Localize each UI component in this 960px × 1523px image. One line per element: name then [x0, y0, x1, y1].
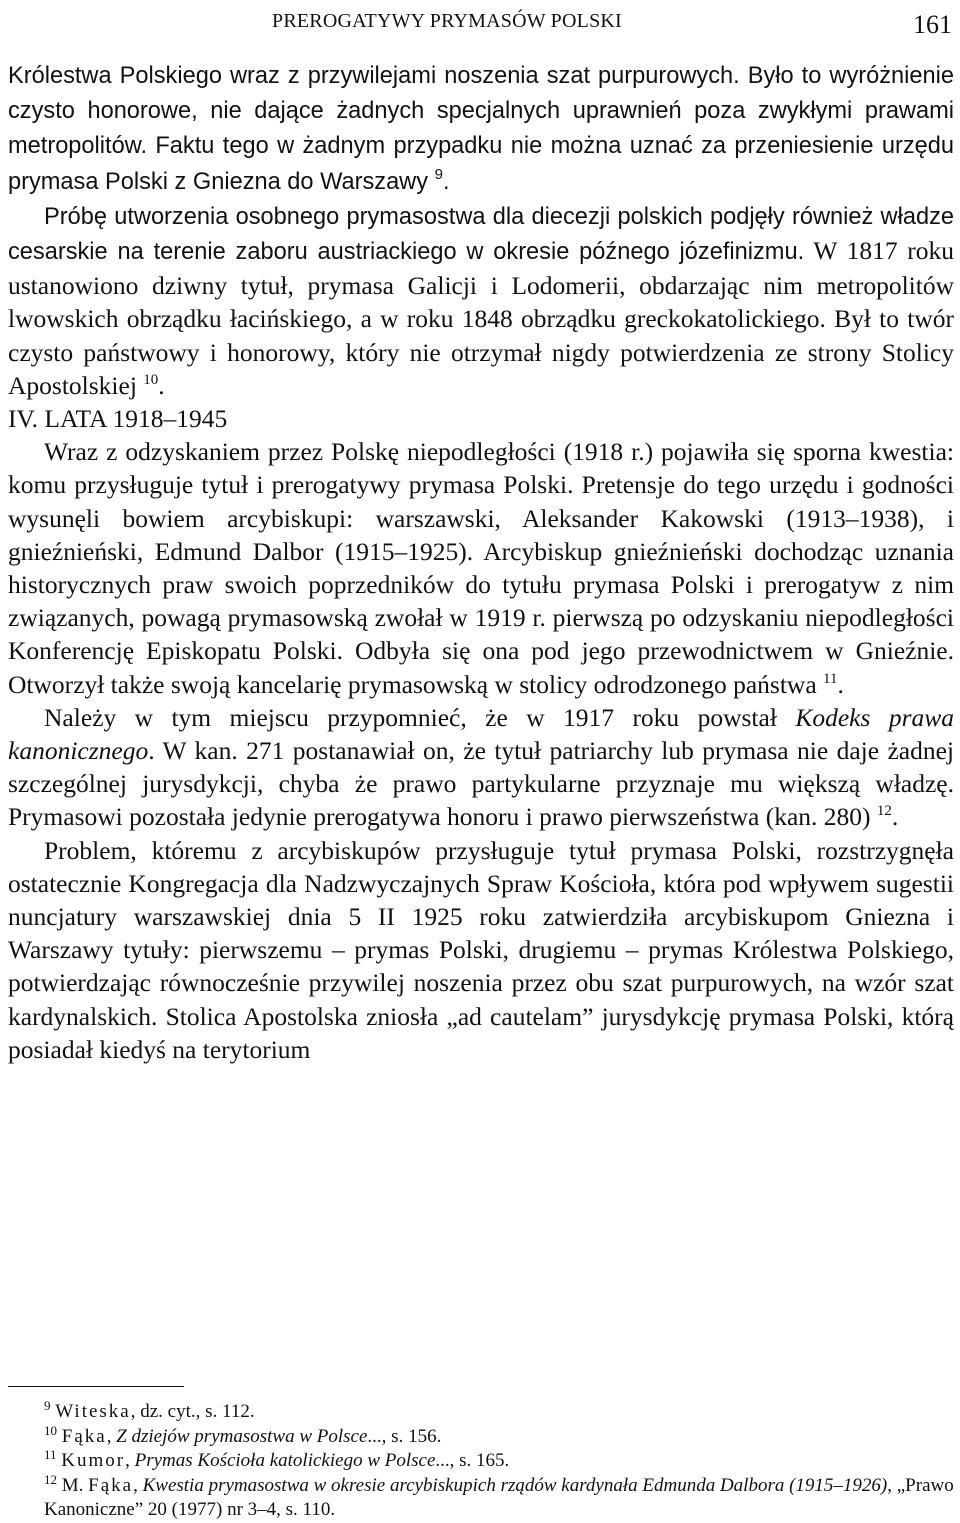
paragraph-1-text: Królestwa Polskiego wraz z przywilejami noszenia szat purpurowych. Było to wyróżnienie czysto honorowe, nie dające żadnych specjalnych uprawnień poza zwykłymi prawami metropolitów. Faktu tego w żadnym przypadku nie można uznać za przeniesienie urzędu prymasa Polski z Gniezna do Warszawy	[8, 63, 954, 195]
footnote-number: 12	[44, 1471, 57, 1487]
footnote-ref-12: 12	[876, 803, 892, 820]
footnote-author: Fąka	[88, 1474, 134, 1496]
footnote-title: Kwestia prymasostwa w okresie arcybiskupich rządów kardynała Edmunda Dalbora (1915–1926)	[142, 1474, 888, 1496]
paragraph-1-end: .	[442, 168, 450, 195]
footnote-title: Z dziejów prymasostwa w Polsce	[116, 1425, 368, 1447]
footnote-rest: ..., s. 165.	[435, 1450, 510, 1472]
paragraph-2	[8, 199, 954, 402]
paragraph-2-end: .	[158, 370, 165, 400]
paragraph-4-text-b: . W kan. 271 postanawiał on, że tytuł patriarchy lub prymasa nie daje żadnej szczególnej jurysdykcji, chyba że prawo partykularne przyznaje mu większą władzę. Prymasowi pozostała jedynie prerogatywa honoru i prawo pierwszeństwa (kan. 280)	[8, 736, 954, 832]
section-heading: IV. LATA 1918–1945	[8, 404, 228, 434]
footnote-author: Witeska	[55, 1401, 131, 1422]
paragraph-2-text-a: Próbę utworzenia osobnego prymasostwa dla diecezji polskich podjęły również władze cesarskie na terenie zaboru austriackiego w okresie późnego józefinizmu.	[8, 203, 954, 266]
paragraph-4	[8, 701, 954, 834]
footnote-prefix: M.	[61, 1474, 89, 1496]
footnote-title: Prymas Kościoła katolickiego w Polsce	[134, 1450, 436, 1472]
footnote-10: $^{10}$ Fąka, Z dziejów prymasostwa w Polsce..., s. 156.	[44, 1422, 442, 1447]
footnote-number: 10	[44, 1422, 57, 1438]
footnote-rest: , dz. cyt., s. 112.	[130, 1401, 255, 1422]
page-number: 161	[913, 10, 952, 39]
paragraph-5: Problem, któremu z arcybiskupów przysługuje tytuł prymasa Polski, rozstrzygnęła ostatecznie Kongregacja dla Nadzwyczajnych Spraw Kościoła, która pod wpływem sugestii nuncjatury warszawskiej dnia 5 II 1925 roku zatwierdziła arcybiskupom Gniezna i Warszawy tytuły: pierwszemu – prymas Polski, drugiemu – prymas Królestwa Polskiego, potwierdzając równocześnie przywilej noszenia przez obu szat purpurowych, na wzór szat kardynalskich. Stolica Apostolska zniosła „ad cautelam” jurysdykcję prymasa Polski, którą posiadał kiedyś na terytorium	[8, 835, 954, 1064]
footnote-author: Kumor	[61, 1450, 126, 1472]
footnote-12: $^{12}$ M. Fąka, Kwestia prymasostwa w okresie arcybiskupich rządów kardynała Edmunda Dalbora (1915–1926), „Prawo Kanoniczne” 20 (1977) nr 3–4, s. 110.	[44, 1471, 954, 1521]
footnote-9	[8, 1400, 954, 1425]
paragraph-3-text: Wraz z odzyskaniem przez Polskę niepodległości (1918 r.) pojawiła się sporna kwestia: komu przysługuje tytuł i prerogatywy prymasa Polski. Pretensje do tego urzędu i godności wysunęli bowiem arcybiskupi: warszawski, Aleksander Kakowski (1913–1938), i gnieźnieński, Edmund Dalbor (1915–1925). Arcybiskup gnieźnieński dochodząc uznania historycznych praw swoich poprzedników do tytułu prymasa Polski i prerogatyw z nim związanych, powagą prymasowską zwołał w 1919 r. pierwszą po odzyskaniu niepodległości Konferencję Episkopatu Polski. Odbyła się ona pod jego przewodnictwem w Gnieźnie. Otworzył także swoją kancelarię prymasowską w stolicy odrodzonego państwa	[8, 437, 954, 699]
footnote-rest: ..., s. 156.	[367, 1425, 442, 1447]
paragraph-4-text-a: Należy w tym miejscu przypomnieć, że w 1917 roku powstał	[44, 702, 777, 732]
footnote-ref-11: 11	[823, 670, 838, 687]
footnote-ref-9: 9	[434, 165, 443, 183]
paragraph-3	[8, 435, 954, 701]
paragraph-4-end: .	[891, 802, 899, 832]
paragraph-2-text-b: W 1817 roku ustanowiono dziwny tytuł, prymasa Galicji i Lodomerii, obdarzając nim metropolitów lwowskich obrządku łacińskiego, a w roku 1848 obrządku greckokatolickiego. Był to twór czysto państwowy i honorowy, który nie otrzymał nigdy potwierdzenia ze strony Stolicy Apostolskiej	[8, 236, 954, 400]
paragraph-4-title: Kodeks prawa kanonicznego	[8, 702, 955, 766]
footnote-number: 11	[44, 1447, 57, 1463]
paragraph-3-end: .	[837, 669, 844, 699]
footnotes	[8, 1400, 954, 1523]
page-header	[0, 4, 960, 40]
footnote-separator	[8, 1386, 184, 1387]
footnote-rest: , „Prawo Kanoniczne” 20 (1977) nr 3–4, s. 110.	[44, 1474, 954, 1521]
footnote-author: Fąka	[61, 1425, 107, 1447]
footnote-ref-10: 10	[143, 371, 159, 388]
footnote-number: 9	[44, 1398, 51, 1413]
paragraph-1	[8, 58, 954, 199]
body-text	[8, 58, 954, 1066]
footnote-11: $^{11}$ Kumor, Prymas Kościoła katolickiego w Polsce..., s. 165.	[44, 1447, 510, 1472]
running-head: PREROGATYWY PRYMASÓW POLSKI	[272, 10, 622, 32]
